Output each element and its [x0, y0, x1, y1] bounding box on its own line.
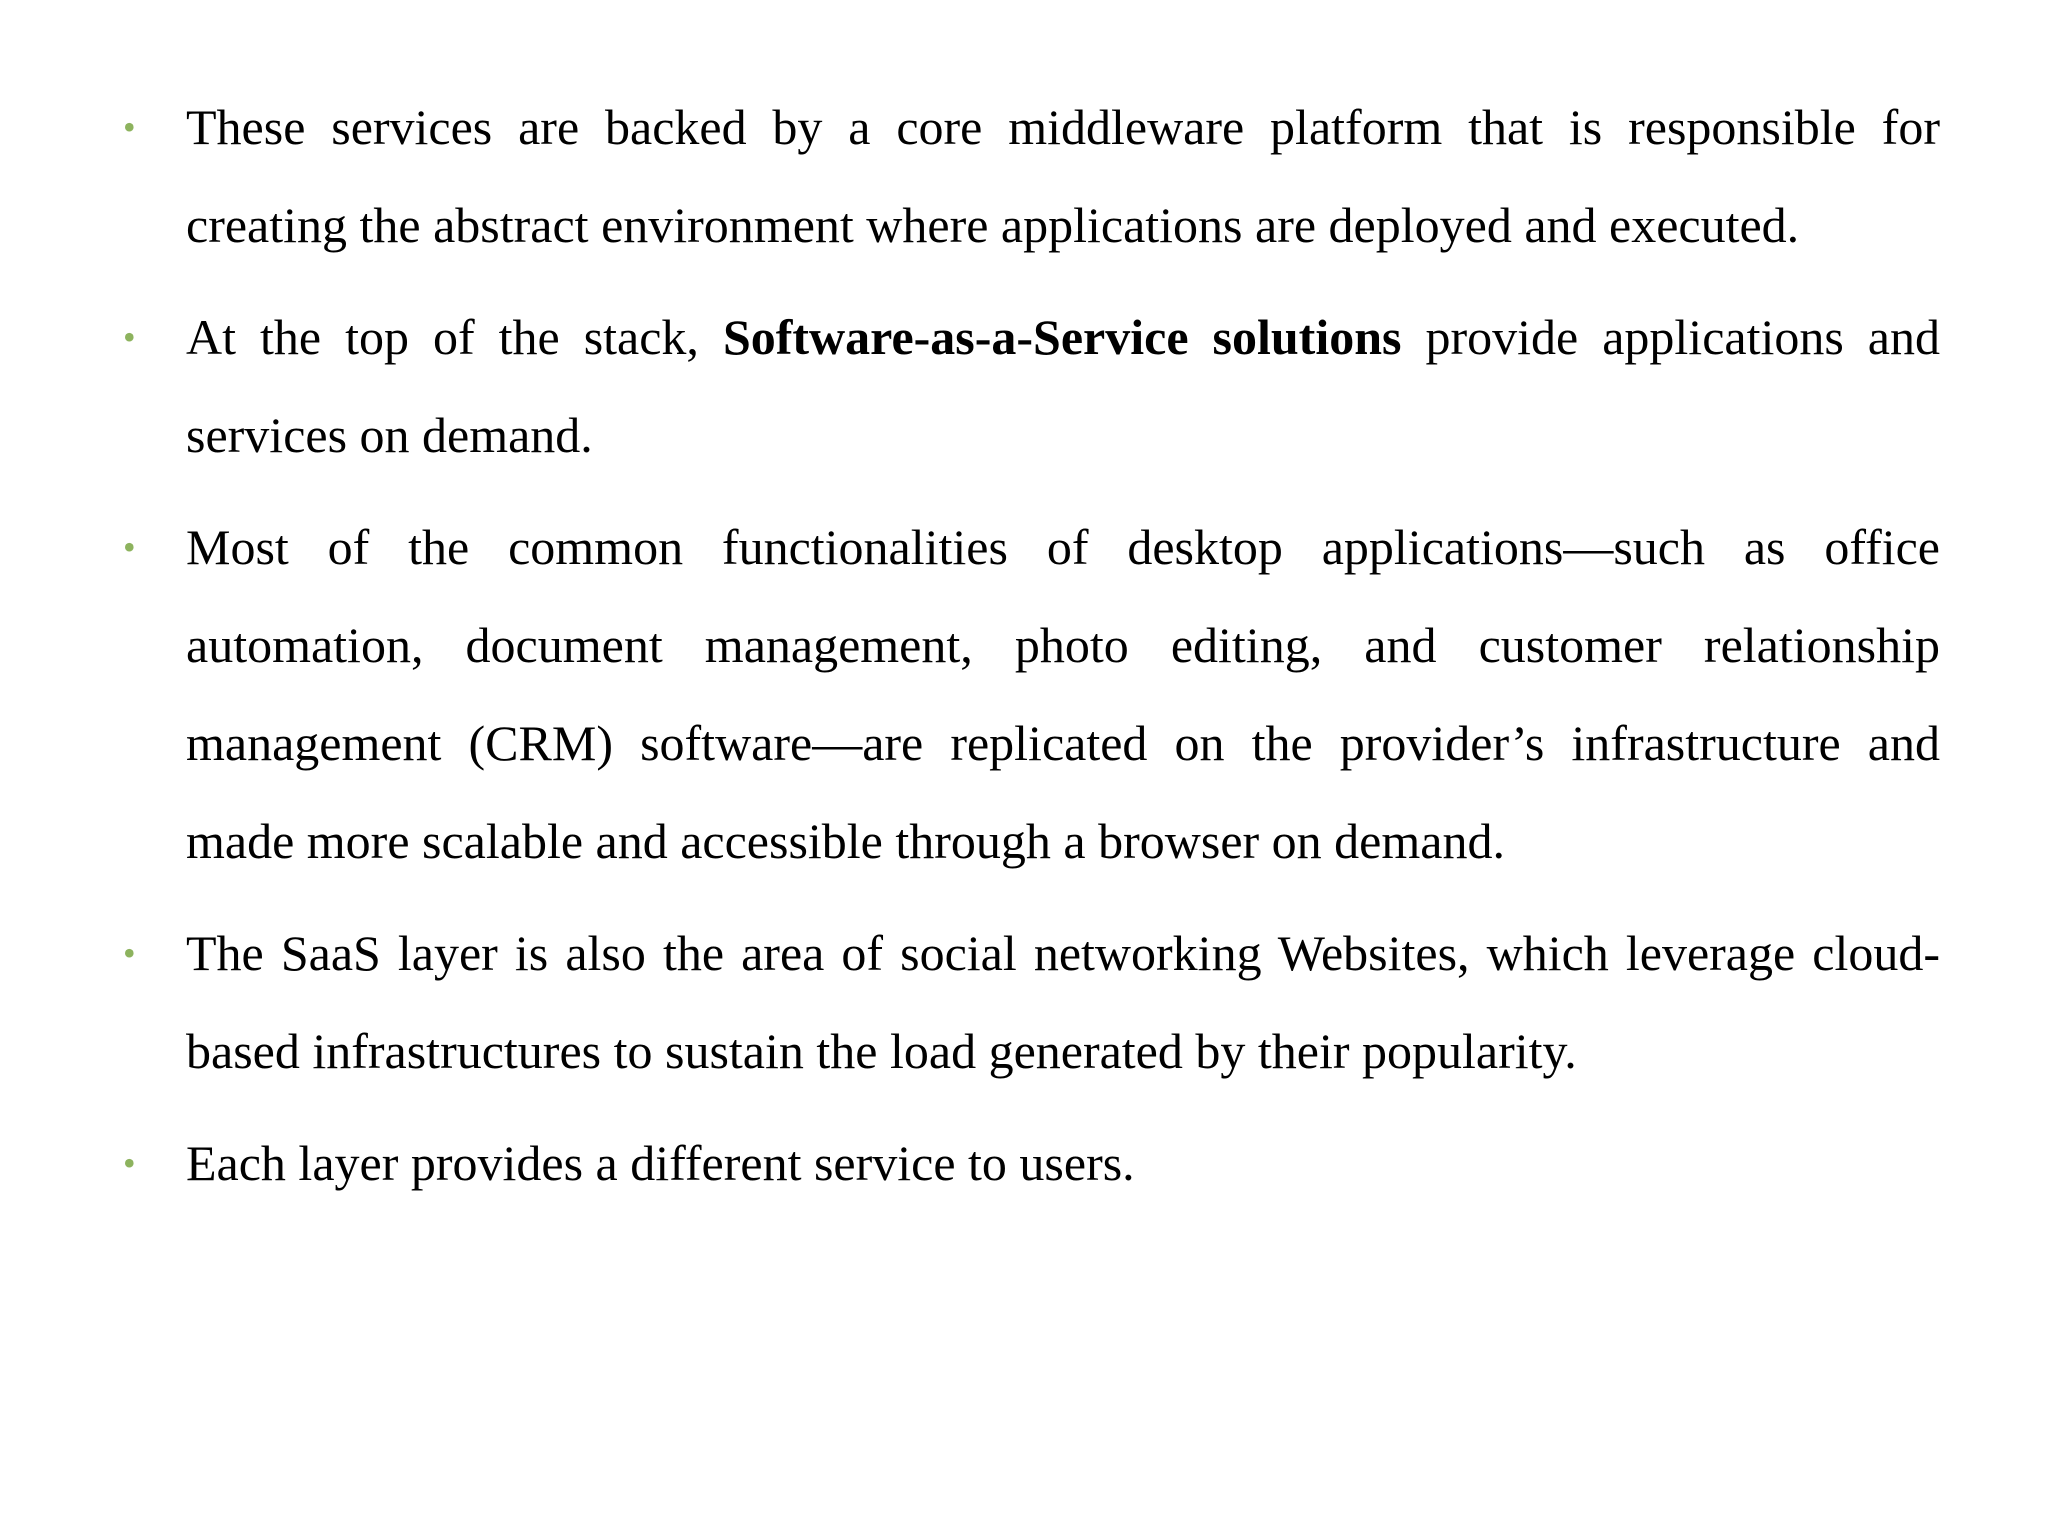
- bullet-item-middleware: [120, 78, 1940, 274]
- bullet-text: [186, 925, 1940, 1079]
- bullet-text-part: The SaaS layer is also the area of social networking Websites, which leverage cloud-based infrastructures to sustain the load generated by their popularity.: [186, 925, 1940, 1079]
- bullet-dot-icon: •: [123, 1143, 136, 1183]
- bullet-list: [120, 78, 1940, 1226]
- bullet-text-part: At the top of the stack,: [186, 309, 723, 365]
- bullet-text-part: provide applications and services on demand.: [186, 309, 1941, 463]
- bullet-text-part: Most of the common functionalities of desktop applications—such as office automation, document management, photo editing, and customer relationship management (CRM) software—are replicated on the provider’s infrastructure and made more scalable and accessible through a browser on demand.: [186, 519, 1940, 869]
- bullet-text-part: Each layer provides a different service to users.: [186, 1135, 1135, 1191]
- bullet-dot-icon: •: [123, 317, 136, 357]
- bullet-text: [186, 99, 1940, 253]
- bullet-text: [186, 309, 1940, 463]
- bullet-item-desktop-functionalities: [120, 498, 1940, 890]
- bullet-text-part: These services are backed by a core middleware platform that is responsible for creating the abstract environment where applications are deployed and executed.: [186, 99, 1940, 253]
- bullet-text: [186, 1135, 1135, 1191]
- bullet-item-each-layer: [120, 1114, 1940, 1212]
- bullet-bold-term: Software-as-a-Service solutions: [722, 309, 1402, 365]
- bullet-item-social-networking: [120, 904, 1940, 1100]
- bullet-dot-icon: •: [123, 527, 136, 567]
- bullet-item-saas-solutions: [120, 288, 1940, 484]
- bullet-dot-icon: •: [123, 933, 136, 973]
- bullet-text: [186, 519, 1940, 869]
- bullet-dot-icon: •: [123, 107, 136, 147]
